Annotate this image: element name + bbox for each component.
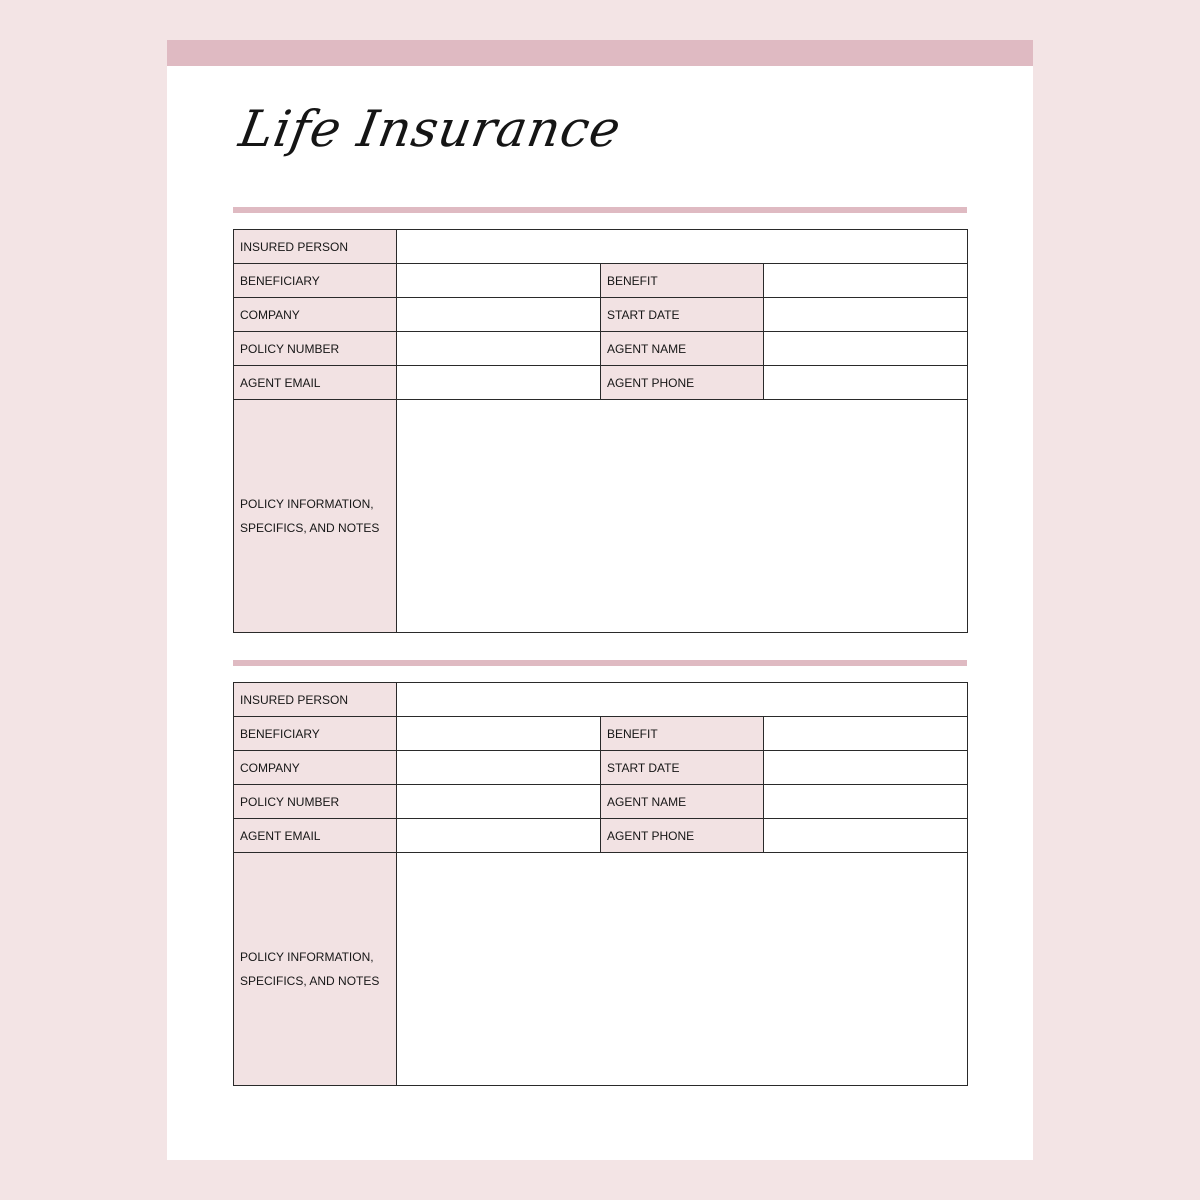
beneficiary-field[interactable]	[397, 717, 601, 751]
company-field[interactable]	[397, 751, 601, 785]
agent-name-field[interactable]	[764, 785, 968, 819]
benefit-label: BENEFIT	[601, 264, 764, 298]
row-agent-email	[234, 819, 968, 853]
row-beneficiary	[234, 264, 968, 298]
row-agent-email	[234, 366, 968, 400]
benefit-field[interactable]	[764, 717, 968, 751]
start-date-label: START DATE	[601, 751, 764, 785]
notes-label-line-2: SPECIFICS, AND NOTES	[240, 974, 380, 988]
start-date-label: START DATE	[601, 298, 764, 332]
agent-name-field[interactable]	[764, 332, 968, 366]
policy-number-field[interactable]	[397, 332, 601, 366]
agent-phone-label: AGENT PHONE	[601, 819, 764, 853]
agent-phone-field[interactable]	[764, 366, 968, 400]
agent-email-field[interactable]	[397, 819, 601, 853]
header-band	[167, 40, 1033, 66]
row-beneficiary	[234, 717, 968, 751]
policy-number-label: POLICY NUMBER	[234, 332, 397, 366]
company-field[interactable]	[397, 298, 601, 332]
policy-form-2	[233, 682, 968, 1086]
page-title: Life Insurance	[235, 100, 626, 158]
agent-phone-field[interactable]	[764, 819, 968, 853]
section-divider-1	[233, 207, 967, 213]
notes-label-line-1: POLICY INFORMATION,	[240, 497, 374, 511]
row-company	[234, 298, 968, 332]
company-label: COMPANY	[234, 298, 397, 332]
row-company	[234, 751, 968, 785]
insured-person-label: INSURED PERSON	[234, 230, 397, 264]
insured-person-label: INSURED PERSON	[234, 683, 397, 717]
section-divider-2	[233, 660, 967, 666]
row-policy-number	[234, 332, 968, 366]
row-notes	[234, 853, 968, 1086]
agent-email-field[interactable]	[397, 366, 601, 400]
agent-phone-label: AGENT PHONE	[601, 366, 764, 400]
company-label: COMPANY	[234, 751, 397, 785]
benefit-label: BENEFIT	[601, 717, 764, 751]
beneficiary-label: BENEFICIARY	[234, 264, 397, 298]
agent-email-label: AGENT EMAIL	[234, 819, 397, 853]
policy-number-label: POLICY NUMBER	[234, 785, 397, 819]
policy-number-field[interactable]	[397, 785, 601, 819]
start-date-field[interactable]	[764, 298, 968, 332]
notes-field[interactable]	[397, 853, 968, 1086]
agent-email-label: AGENT EMAIL	[234, 366, 397, 400]
start-date-field[interactable]	[764, 751, 968, 785]
row-insured-person	[234, 683, 968, 717]
notes-field[interactable]	[397, 400, 968, 633]
notes-label-line-2: SPECIFICS, AND NOTES	[240, 521, 380, 535]
policy-form-1	[233, 229, 968, 633]
benefit-field[interactable]	[764, 264, 968, 298]
agent-name-label: AGENT NAME	[601, 785, 764, 819]
notes-label	[234, 853, 397, 1086]
insured-person-field[interactable]	[397, 230, 968, 264]
beneficiary-label: BENEFICIARY	[234, 717, 397, 751]
agent-name-label: AGENT NAME	[601, 332, 764, 366]
notes-label	[234, 400, 397, 633]
worksheet-page	[167, 40, 1033, 1160]
row-insured-person	[234, 230, 968, 264]
row-notes	[234, 400, 968, 633]
beneficiary-field[interactable]	[397, 264, 601, 298]
notes-label-line-1: POLICY INFORMATION,	[240, 950, 374, 964]
insured-person-field[interactable]	[397, 683, 968, 717]
row-policy-number	[234, 785, 968, 819]
